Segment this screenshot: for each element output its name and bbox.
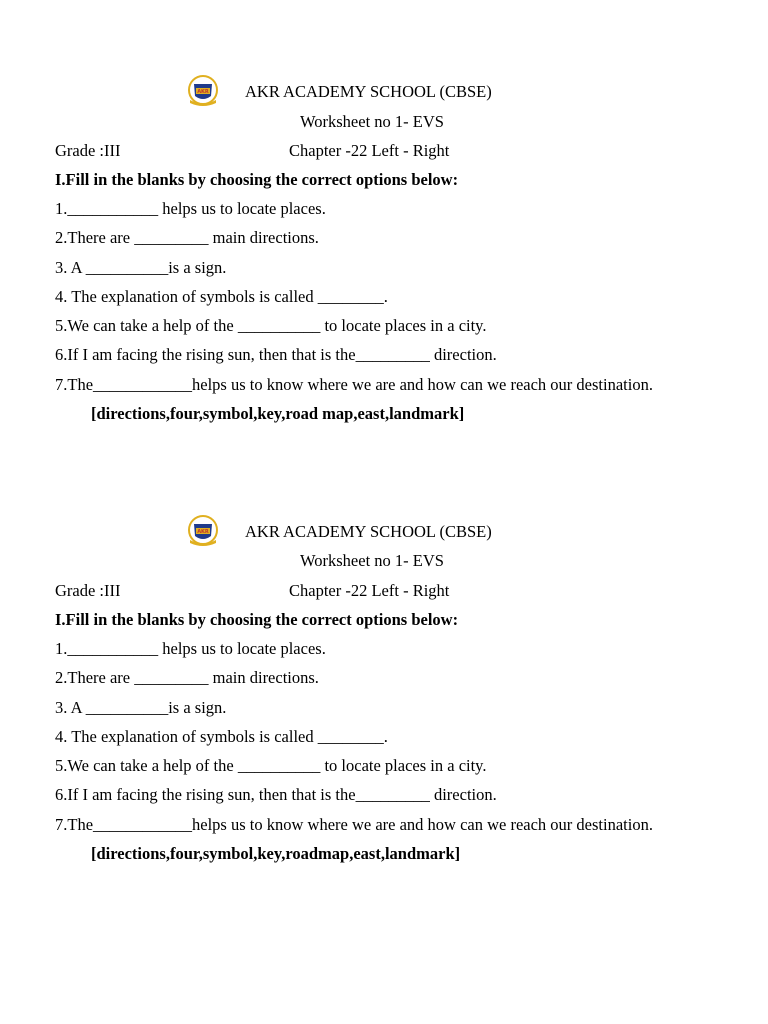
question-7: 7.The____________helps us to know where we are and how can we reach our destination. [55, 375, 653, 394]
question-5: 5.We can take a help of the __________ to locate places in a city. [55, 316, 487, 335]
worksheet-number: Worksheet no 1- EVS [300, 551, 444, 570]
logo-text: AKR [197, 529, 209, 535]
question-2: 2.There are _________ main directions. [55, 228, 319, 247]
question-6: 6.If I am facing the rising sun, then that is the_________ direction. [55, 345, 497, 364]
question-7: 7.The____________helps us to know where we are and how can we reach our destination. [55, 815, 653, 834]
school-logo [186, 74, 220, 108]
question-4: 4. The explanation of symbols is called ________. [55, 287, 388, 306]
question-6: 6.If I am facing the rising sun, then that is the_________ direction. [55, 785, 497, 804]
worksheet-1 [0, 0, 768, 423]
chapter-label: Chapter -22 Left - Right [289, 581, 450, 600]
question-2: 2.There are _________ main directions. [55, 668, 319, 687]
logo-text: AKR [197, 89, 209, 95]
question-1: 1.___________ helps us to locate places. [55, 639, 326, 658]
chapter-label: Chapter -22 Left - Right [289, 141, 450, 160]
question-3: 3. A __________is a sign. [55, 258, 227, 277]
instruction-heading: I.Fill in the blanks by choosing the correct options below: [55, 170, 459, 189]
worksheet-number: Worksheet no 1- EVS [300, 112, 444, 131]
worksheet-2 [0, 440, 768, 863]
question-1: 1.___________ helps us to locate places. [55, 199, 326, 218]
grade-label: Grade :III [55, 581, 121, 600]
answer-options: [directions,four,symbol,key,road map,east,landmark] [91, 404, 465, 423]
grade-label: Grade :III [55, 141, 121, 160]
answer-options: [directions,four,symbol,key,roadmap,east,landmark] [91, 844, 461, 863]
school-logo [186, 514, 220, 548]
school-name: AKR ACADEMY SCHOOL (CBSE) [245, 82, 492, 101]
school-name: AKR ACADEMY SCHOOL (CBSE) [245, 522, 492, 541]
question-5: 5.We can take a help of the __________ to locate places in a city. [55, 756, 487, 775]
instruction-heading: I.Fill in the blanks by choosing the correct options below: [55, 610, 459, 629]
question-4: 4. The explanation of symbols is called ________. [55, 727, 388, 746]
question-3: 3. A __________is a sign. [55, 698, 227, 717]
